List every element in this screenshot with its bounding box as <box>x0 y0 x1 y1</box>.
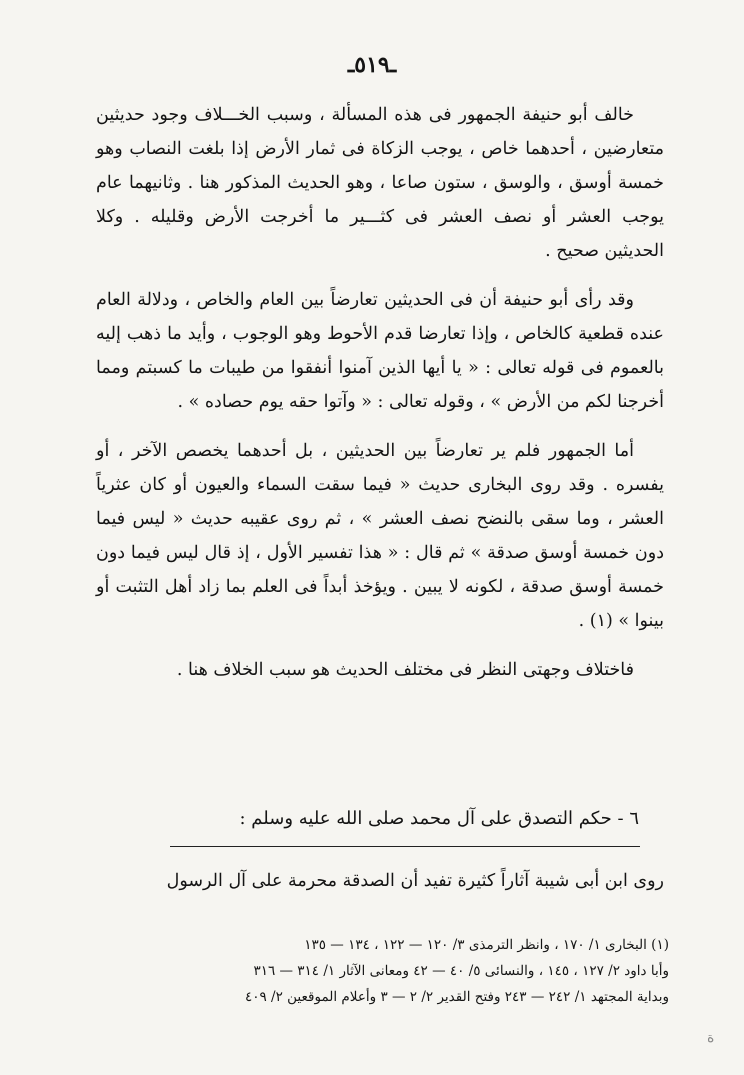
paragraph-4: فاختلاف وجهتى النظر فى مختلف الحديث هو سبب الخلاف هنا . <box>176 660 634 680</box>
page-number: ـ٥١٩ـ <box>347 52 397 78</box>
section-divider <box>170 846 640 847</box>
footnote-line: وأبا داود ٢/ ١٢٧ ، ١٤٥ ، والنسائى ٥/ ٤٠ — ٤٢ ومعانى الآثار ١/ ٣١٤ — ٣١٦ <box>253 963 669 979</box>
section-heading: ٦ - حكم التصدق على آل محمد صلى الله عليه وسلم : <box>239 808 639 829</box>
section-intro-line: روى ابن أبى شيبة آثاراً كثيرة تفيد أن الصدقة محرمة على آل الرسول <box>166 871 664 891</box>
paragraph-1: خالف أبو حنيفة الجمهور فى هذه المسألة ، وسبب الخـــلاف وجود حديثين متعارضين ، أحدهما خاص ، يوجب الزكاة فى ثمار الأرض إذا بلغت النصاب وهو خمسة أوسق ، والوسق ، ستون صاعا ، وهو الحديث المذكور هنا . وثانيهما عام يوجب العشر أو نصف العشر فى كثـــير ما أخرجت الأرض وقليله . وكلا الحديثين صحيح . <box>96 105 664 261</box>
footnotes <box>118 932 669 1010</box>
margin-mark: ﺓ <box>707 1030 715 1046</box>
body-text <box>96 98 664 687</box>
paragraph-2: وقد رأى أبو حنيفة أن فى الحديثين تعارضاً بين العام والخاص ، ودلالة العام عنده قطعية كالخاص ، وإذا تعارضا قدم الأحوط وهو الوجوب ، وأيد ما ذهب إليه بالعموم فى قوله تعالى : « يا أيها الذين آمنوا أنفقوا من طيبات ما كسبتم ومما أخرجنا لكم من الأرض » ، وقوله تعالى : « وآتوا حقه يوم حصاده » . <box>96 290 664 412</box>
footnote-line: (١) البخارى ١/ ١٧٠ ، وانظر الترمذى ٣/ ١٢٠ — ١٢٢ ، ١٣٤ — ١٣٥ <box>304 937 669 953</box>
paragraph-3: أما الجمهور فلم ير تعارضاً بين الحديثين ، بل أحدهما يخصص الآخر ، أو يفسره . وقد روى البخارى حديث « فيما سقت السماء والعيون أو كان عثرياً العشر ، وما سقى بالنضح نصف العشر » ، ثم روى عقيبه حديث « ليس فيما دون خمسة أوسق صدقة » ثم قال : « هذا تفسير الأول ، إذ قال ليس فيما دون خمسة أوسق صدقة ، لكونه لا يبين . ويؤخذ أبداً فى العلم بما زاد أهل التثبت أو بينوا » (١) . <box>96 441 664 631</box>
footnote-line: وبداية المجتهد ١/ ٢٤٢ — ٢٤٣ وفتح القدير ٢/ ٢ — ٣ وأعلام الموقعين ٢/ ٤٠٩ <box>244 989 669 1005</box>
